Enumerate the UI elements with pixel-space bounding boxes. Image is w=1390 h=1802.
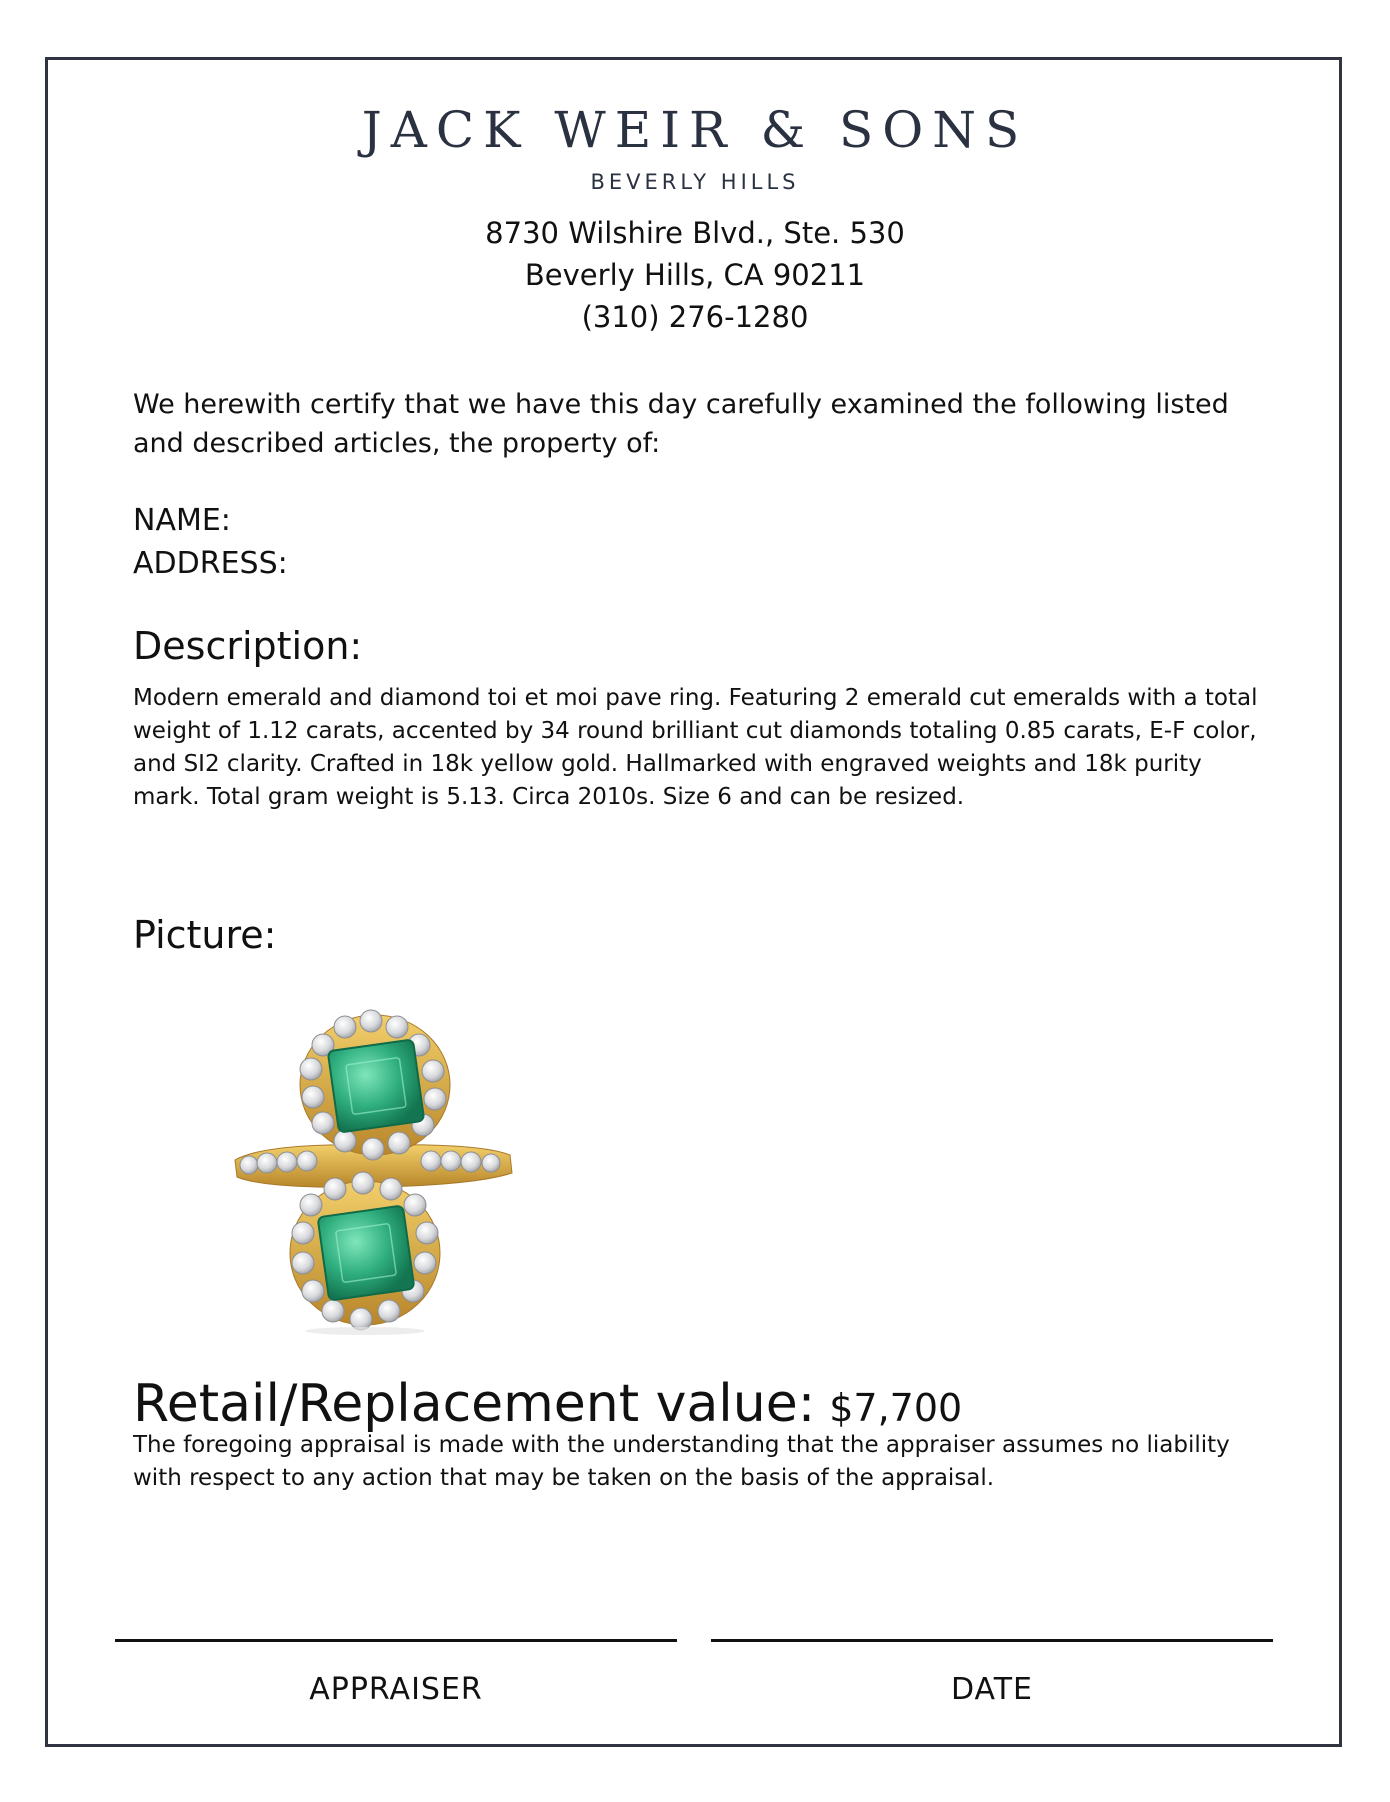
certification-text: We herewith certify that we have this day carefully examined the following listed and described articles, the property of:	[133, 389, 1229, 459]
company-location: BEVERLY HILLS	[590, 170, 800, 194]
address-line-2: Beverly Hills, CA 90211	[524, 258, 866, 292]
address-field-label: ADDRESS:	[133, 546, 288, 581]
date-signature-line	[711, 1639, 1273, 1642]
name-field-label: NAME:	[133, 503, 231, 538]
company-logo: JACK WEIR & SONS	[361, 101, 1029, 159]
appraiser-label: APPRAISER	[309, 1672, 483, 1707]
address-line-1: 8730 Wilshire Blvd., Ste. 530	[485, 216, 905, 250]
appraiser-signature-line	[115, 1639, 677, 1642]
description-heading: Description:	[133, 624, 363, 668]
company-phone: (310) 276-1280	[581, 300, 809, 334]
description-text: Modern emerald and diamond toi et moi pave ring. Featuring 2 emerald cut emeralds with a total weight of 1.12 carats, accented by 34 round brilliant cut diamonds totaling 0.85 carats, E-F color, and SI2 clarity. Crafted in 18k yellow gold. Hallmarked with engraved weights and 18k purity mark. Total gram weight is 5.13. Circa 2010s. Size 6 and can be resized.	[133, 685, 1258, 810]
company-address	[0, 212, 1390, 338]
date-label: DATE	[950, 1672, 1034, 1707]
disclaimer-text: The foregoing appraisal is made with the understanding that the appraiser assumes no liability with respect to any action that may be taken on the basis of the appraisal.	[133, 1432, 1230, 1491]
ring-picture	[225, 1005, 525, 1335]
ring-illustration	[225, 1005, 525, 1335]
retail-value-label: Retail/Replacement value:	[133, 1374, 816, 1434]
picture-heading: Picture:	[133, 913, 277, 957]
retail-value-amount: $7,700	[829, 1386, 963, 1430]
